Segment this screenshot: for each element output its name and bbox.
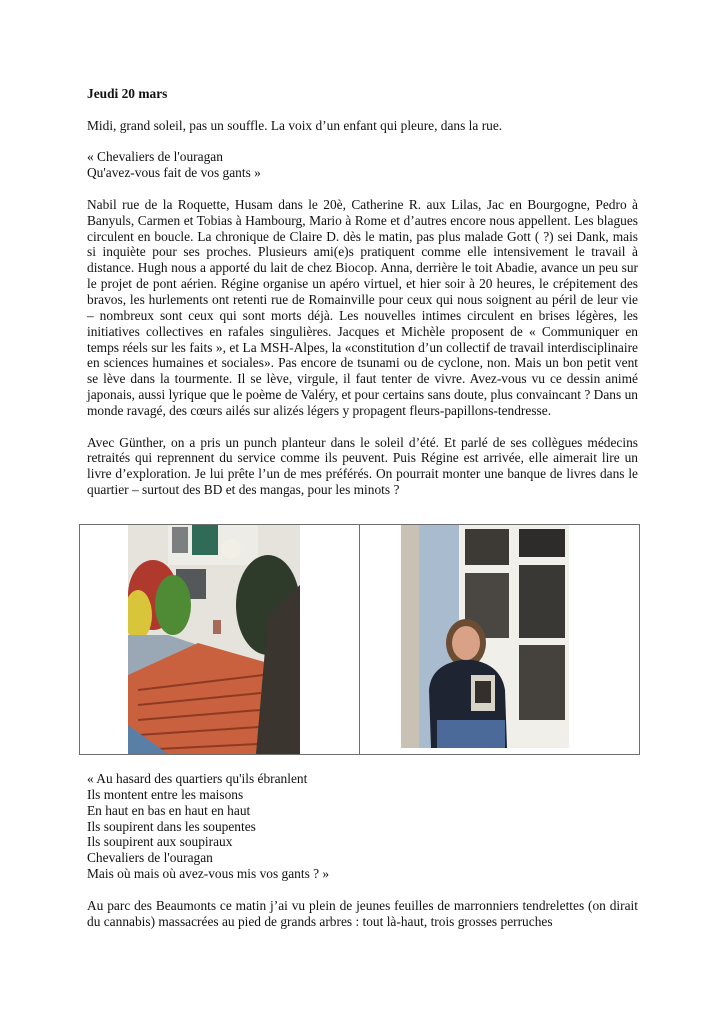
poem-block: [87, 771, 638, 882]
photo-cell: [80, 525, 360, 754]
paragraph-friends: Nabil rue de la Roquette, Husam dans le 20è, Catherine R. aux Lilas, Jac en Bourgogne, Pedro à Banyuls, Carmen et Tobias à Hambourg, Mario à Rome et d’autres encore nous appellent. Les blagues circulent en boucle. La chronique de Claire D. dès le matin, pas plus malade Gott ( ?) sei Dank, mais si inquiète pour ses proches. Plusieurs ami(e)s pratiquent comme elle intensivement le travail à distance. Hugh nous a apporté du lait de chez Biocop. Anna, derrière le toit Abadie, avance un peu sur le projet de pont aérien. Régine organise un apéro virtuel, et hier soir à 20 heures, le crépitement des bravos, les hurlements ont retenti rue de Romainville pour ceux qui nous soignent au péril de leur vie – nombreux sont ceux qui sont morts déjà. Les nouvelles intimes circulent en brises légères, les initiatives collectives en rafales singulières. Jacques et Michèle proposent de « Communiquer en temps réels sur les faits », et La MSH-Alpes, la «constitution d’un collectif de travail interdisciplinaire en sciences humaines et sociales». Pas encore de tsunami ou de cyclone, non. Mais un bon petit vent se lève dans la tourmente. Il se lève, virgule, il faut tenter de vivre. Avez-vous vu ce dessin animé japonais, aussi lyrique que le poème de Valéry, et pour certains sans doute, plus convaincant ? Dans un monde ravagé, des cœurs ailés sur alizés légers y propagent fleurs-papillons-tendresse.: [87, 196, 638, 418]
entry-heading: Jeudi 20 mars: [87, 86, 168, 101]
quote-line: « Chevaliers de l'ouragan: [87, 149, 223, 165]
document-body: [87, 86, 638, 498]
roof-garden-photo: [128, 525, 300, 754]
poem-line: Ils soupirent aux soupiraux: [87, 834, 233, 850]
paragraph-intro: Midi, grand soleil, pas un souffle. La voix d’un enfant qui pleure, dans la rue.: [87, 117, 503, 133]
paragraph-beaumonts: Au parc des Beaumonts ce matin j’ai vu plein de jeunes feuilles de marronniers tendrelettes (on dirait du cannabis) massacrées au pied de grands arbres : tout là-haut, trois grosses perruches: [87, 898, 638, 929]
poem-line: « Au hasard des quartiers qu'ils ébranlent: [87, 771, 308, 786]
photo-cell: [360, 525, 639, 754]
poem-line: En haut en bas en haut en haut: [87, 802, 251, 818]
poem-line: Chevaliers de l'ouragan: [87, 850, 213, 866]
closing-paragraph-block: [87, 898, 638, 930]
quote-line: Qu'avez-vous fait de vos gants »: [87, 165, 261, 181]
poem-line: Ils soupirent dans les soupentes: [87, 818, 256, 834]
paragraph-gunther: Avec Günther, on a pris un punch planteur dans le soleil d’été. Et parlé de ses collègues médecins retraités qui reprennent du service comme ils peuvent. Puis Régine est arrivée, elle aimerait lire un livre d’exploration. Je lui prête l’un de mes préférés. On pourrait monter une banque de livres dans le quartier – surtout des BD et des mangas, pour les minots ?: [87, 434, 638, 498]
photo-table: [79, 524, 640, 755]
quote-block: [87, 149, 638, 181]
woman-with-book-photo: [401, 525, 569, 748]
poem-line: Ils montent entre les maisons: [87, 786, 244, 802]
poem-line: Mais où mais où avez-vous mis vos gants ? »: [87, 866, 330, 882]
